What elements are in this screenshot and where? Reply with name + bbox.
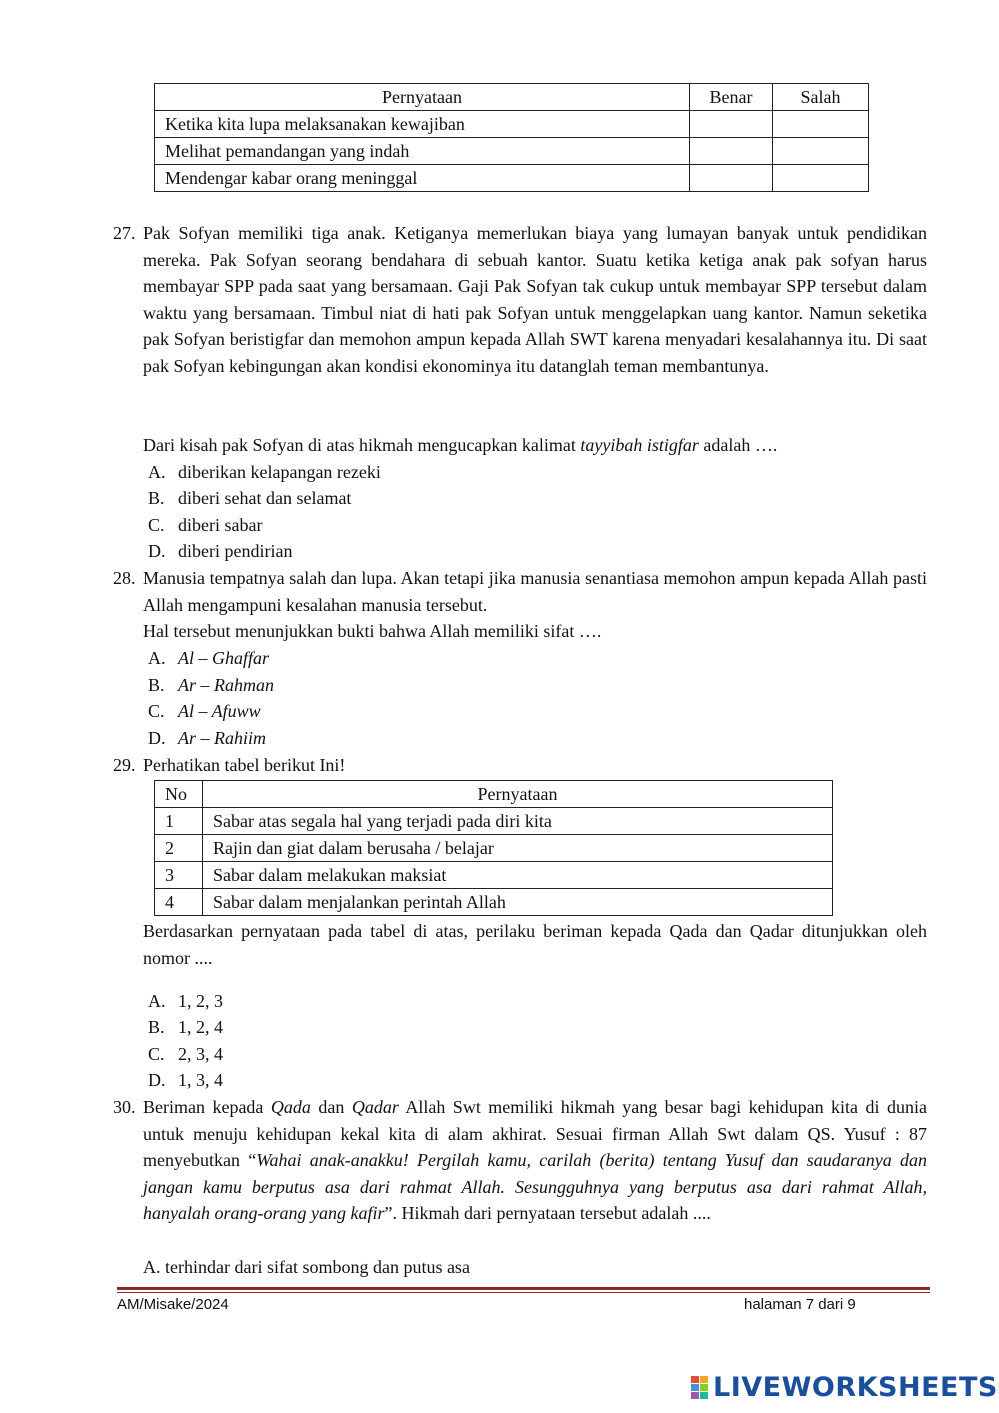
question-number: 30. bbox=[113, 1097, 136, 1117]
question-paragraph: Pak Sofyan memiliki tiga anak. Ketiganya memerlukan biaya yang lumayan banyak untuk pendidikan mereka. Pak Sofyan seorang bendahara di sebuah kantor. Suatu ketika ketiga anak pak sofyan harus membayar SPP pada saat yang bersamaan. Gaji Pak Sofyan tak cukup untuk membayar SPP tersebut dalam waktu yang bersamaan. Timbul niat di hati pak Sofyan untuk menggelapkan uang kantor. Namun seketika pak Sofyan beristigfar dan memohon ampun kepada Allah SWT karena menyadari kesalahannya itu. Di saat pak Sofyan kebingungan akan kondisi ekonominya itu datanglah teman membantunya. bbox=[143, 223, 927, 376]
option-c[interactable]: C. Al – Afuww bbox=[148, 701, 261, 721]
question-number: 29. bbox=[113, 755, 136, 775]
header-pernyataan: Pernyataan bbox=[155, 84, 690, 111]
question-paragraph: Manusia tempatnya salah dan lupa. Akan tetapi jika manusia senantiasa memohon ampun kepada Allah pasti Allah mengampuni kesalahan manusia tersebut. bbox=[143, 568, 927, 615]
statement-cell: Melihat pemandangan yang indah bbox=[155, 138, 690, 165]
option-a[interactable]: A. Al – Ghaffar bbox=[148, 648, 270, 668]
statement-table bbox=[154, 83, 869, 192]
footer-rule-thin bbox=[117, 1292, 930, 1293]
brand-wordmark[interactable]: LIVEWORKSHEETS bbox=[713, 1372, 998, 1403]
question-number: 27. bbox=[113, 223, 136, 243]
option-b[interactable]: B. Ar – Rahman bbox=[148, 675, 274, 695]
table-row: 1 Sabar atas segala hal yang terjadi pada diri kita bbox=[155, 808, 833, 835]
question-intro: Perhatikan tabel berikut Ini! bbox=[143, 755, 346, 775]
benar-cell[interactable] bbox=[690, 165, 773, 192]
table-row bbox=[155, 138, 869, 165]
header-salah: Salah bbox=[773, 84, 869, 111]
option-d[interactable]: D. Ar – Rahiim bbox=[148, 728, 266, 748]
option-b[interactable]: B. diberi sehat dan selamat bbox=[148, 488, 352, 508]
option-d[interactable]: D. diberi pendirian bbox=[148, 541, 293, 561]
question-29-prompt: Berdasarkan pernyataan pada tabel di atas, perilaku beriman kepada Qada dan Qadar ditunjukkan oleh nomor .... bbox=[143, 921, 927, 968]
question-prompt: Hal tersebut menunjukkan bukti bahwa Allah memiliki sifat …. bbox=[143, 621, 602, 641]
table-row: 4 Sabar dalam menjalankan perintah Allah bbox=[155, 889, 833, 916]
option-b[interactable]: B. 1, 2, 4 bbox=[148, 1017, 223, 1037]
table-row bbox=[155, 111, 869, 138]
header-benar: Benar bbox=[690, 84, 773, 111]
statement-table-29 bbox=[154, 780, 833, 916]
salah-cell[interactable] bbox=[773, 165, 869, 192]
option-d[interactable]: D. 1, 3, 4 bbox=[148, 1070, 223, 1090]
question-paragraph: Beriman kepada Qada dan Qadar Allah Swt memiliki hikmah yang besar bagi kehidupan kita di dunia untuk menuju kehidupan kekal kita di alam akhirat. Sesuai firman Allah Swt dalam QS. Yusuf : 87 menyebutkan “Wahai anak-anakku! Pergilah kamu, carilah (berita) tentang Yusuf dan saudaranya dan jangan kamu berputus asa dari rahmat Allah. Sesungguhnya yang berputus asa dari rahmat Allah, hanyalah orang-orang yang kafir”. Hikmah dari pernyataan tersebut adalah .... bbox=[143, 1097, 927, 1223]
header-pernyataan: Pernyataan bbox=[203, 781, 833, 808]
question-27-prompt: Dari kisah pak Sofyan di atas hikmah mengucapkan kalimat tayyibah istigfar adalah …. bbox=[143, 435, 778, 455]
question-27 bbox=[113, 220, 927, 379]
salah-cell[interactable] bbox=[773, 111, 869, 138]
table-row: 2 Rajin dan giat dalam berusaha / belajar bbox=[155, 835, 833, 862]
page-number: halaman 7 dari 9 bbox=[744, 1296, 856, 1313]
footer-code: AM/Misake/2024 bbox=[117, 1296, 229, 1313]
question-30 bbox=[113, 1094, 927, 1227]
table-row bbox=[155, 165, 869, 192]
table-row: 3 Sabar dalam melakukan maksiat bbox=[155, 862, 833, 889]
header-no: No bbox=[155, 781, 203, 808]
statement-cell: Ketika kita lupa melaksanakan kewajiban bbox=[155, 111, 690, 138]
footer-rule bbox=[117, 1287, 930, 1290]
option-a[interactable]: A. 1, 2, 3 bbox=[148, 991, 223, 1011]
benar-cell[interactable] bbox=[690, 111, 773, 138]
option-a[interactable]: A. terhindar dari sifat sombong dan putus asa bbox=[143, 1257, 470, 1277]
option-c[interactable]: C. 2, 3, 4 bbox=[148, 1044, 223, 1064]
statement-cell: Mendengar kabar orang meninggal bbox=[155, 165, 690, 192]
question-29 bbox=[113, 752, 927, 779]
option-c[interactable]: C. diberi sabar bbox=[148, 515, 263, 535]
salah-cell[interactable] bbox=[773, 138, 869, 165]
benar-cell[interactable] bbox=[690, 138, 773, 165]
liveworksheets-logo-icon bbox=[691, 1376, 709, 1400]
option-a[interactable]: A. diberikan kelapangan rezeki bbox=[148, 462, 381, 482]
question-number: 28. bbox=[113, 568, 136, 588]
question-28 bbox=[113, 565, 927, 645]
